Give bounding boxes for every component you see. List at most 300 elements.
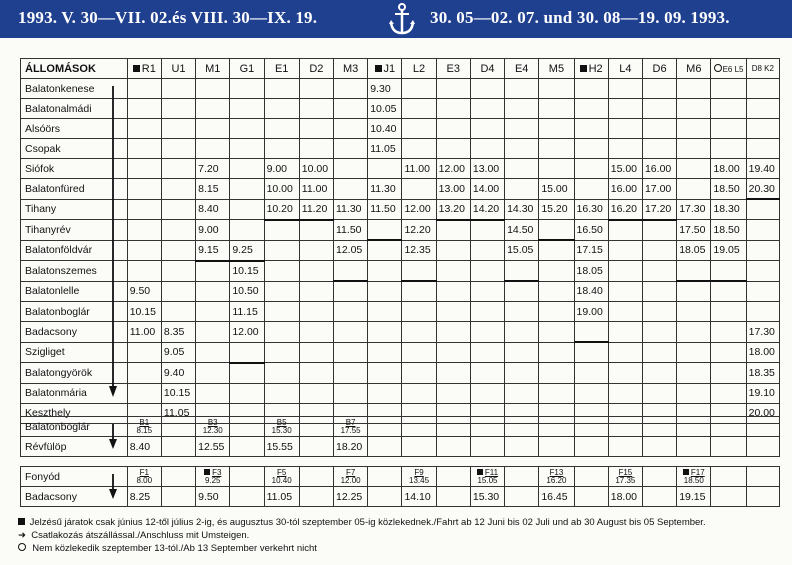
ferry-departure-cell: [161, 467, 195, 487]
ferry-arrival-cell: [402, 437, 436, 457]
departure-time-cell: [230, 159, 264, 179]
ferry-arrival-cell: 18.00: [608, 487, 642, 507]
departure-time-cell: [402, 99, 436, 119]
departure-time-cell: 10.50: [230, 281, 264, 302]
departure-time-cell: 18.05: [574, 261, 608, 282]
ferry-arrival-cell: [368, 437, 402, 457]
departure-time-cell: [402, 119, 436, 139]
note-square: Jelzésű járatok csak június 12-től július 2-ig, és augusztus 30-tól szeptember 05-ig közlekednek./Fahrt ab 12 Juni bis 02 Juli und ab 30 August bis 05 September.: [18, 516, 706, 529]
departure-time-cell: [299, 220, 333, 241]
route-column-header: U1: [161, 59, 195, 79]
departure-time-cell: [230, 119, 264, 139]
departure-time-cell: [436, 342, 470, 363]
ferry-arrival-cell: 8.25: [127, 487, 161, 507]
departure-time-cell: [230, 342, 264, 363]
station-name: Balatongyörök: [21, 363, 128, 384]
departure-time-cell: [299, 342, 333, 363]
departure-time-cell: [368, 342, 402, 363]
ferry-departure-cell: [711, 417, 746, 437]
departure-time-cell: [505, 363, 539, 384]
departure-time-cell: 12.05: [334, 240, 368, 261]
departure-time-cell: 16.30: [574, 199, 608, 220]
ferry-arrival-cell: [230, 487, 264, 507]
departure-time-cell: [746, 99, 779, 119]
departure-time-cell: [608, 363, 642, 384]
departure-time-cell: [334, 342, 368, 363]
departure-time-cell: [264, 240, 299, 261]
departure-time-cell: [505, 79, 539, 99]
departure-time-cell: [127, 79, 161, 99]
departure-time-cell: [574, 363, 608, 384]
departure-time-cell: 16.50: [574, 220, 608, 241]
transfer-arrow-icon: ➜: [18, 530, 26, 541]
departure-time-cell: 12.00: [230, 322, 264, 343]
departure-time-cell: [505, 281, 539, 302]
departure-time-cell: 16.00: [642, 159, 676, 179]
route-column-header: M6: [677, 59, 711, 79]
departure-time-cell: 10.15: [161, 383, 195, 403]
departure-time-cell: [711, 363, 746, 384]
departure-time-cell: [539, 119, 574, 139]
departure-time-cell: [711, 281, 746, 302]
departure-time-cell: [334, 322, 368, 343]
departure-time-cell: [470, 281, 504, 302]
square-marker-icon: [580, 65, 587, 72]
departure-time-cell: 10.40: [368, 119, 402, 139]
departure-time-cell: 19.40: [746, 159, 779, 179]
departure-time-cell: 17.30: [746, 322, 779, 343]
departure-time-cell: [127, 363, 161, 384]
ferry-departure-cell: F17 18.50: [677, 467, 711, 487]
departure-time-cell: 12.35: [402, 240, 436, 261]
departure-time-cell: [574, 99, 608, 119]
square-marker-icon: [204, 469, 210, 475]
departure-time-cell: [402, 342, 436, 363]
ferry-departure-cell: B3 12.30: [196, 417, 230, 437]
departure-time-cell: [470, 383, 504, 403]
departure-time-cell: [230, 363, 264, 384]
departure-time-cell: [677, 79, 711, 99]
departure-time-cell: [196, 119, 230, 139]
station-name: Tihanyrév: [21, 220, 128, 241]
departure-time-cell: [642, 383, 676, 403]
departure-time-cell: [677, 383, 711, 403]
departure-time-cell: 18.00: [711, 159, 746, 179]
departure-time-cell: [505, 159, 539, 179]
departure-time-cell: 16.20: [608, 199, 642, 220]
departure-time-cell: 14.00: [470, 179, 504, 200]
departure-time-cell: [402, 179, 436, 200]
departure-time-cell: [677, 322, 711, 343]
departure-time-cell: 9.50: [127, 281, 161, 302]
anchor-icon: [388, 2, 416, 36]
ferry-departure-cell: [230, 467, 264, 487]
ferry-departure-cell: F7 12.00: [334, 467, 368, 487]
ferry-departure-cell: [642, 467, 676, 487]
departure-time-cell: [161, 79, 195, 99]
departure-time-cell: [711, 342, 746, 363]
ferry-departure-cell: [436, 417, 470, 437]
ferry2-down-arrow-icon: [108, 474, 118, 500]
departure-time-cell: [299, 322, 333, 343]
station-name: Siófok: [21, 159, 128, 179]
departure-time-cell: [230, 220, 264, 241]
departure-time-cell: 11.05: [161, 403, 195, 423]
ferry-arrival-cell: [608, 437, 642, 457]
departure-time-cell: 14.30: [505, 199, 539, 220]
departure-time-cell: [539, 139, 574, 159]
ferry-arrival-cell: [711, 437, 746, 457]
departure-time-cell: [299, 363, 333, 384]
departure-time-cell: [127, 179, 161, 200]
ferry-arrival-cell: 19.15: [677, 487, 711, 507]
departure-time-cell: [574, 159, 608, 179]
departure-time-cell: [539, 240, 574, 261]
route-column-header: J1: [368, 59, 402, 79]
departure-time-cell: [436, 139, 470, 159]
ferry-departure-cell: [505, 417, 539, 437]
departure-time-cell: [539, 342, 574, 363]
station-column-header: ÁLLOMÁSOK: [21, 59, 128, 79]
departure-time-cell: 17.30: [677, 199, 711, 220]
departure-time-cell: 11.00: [402, 159, 436, 179]
departure-time-cell: [436, 79, 470, 99]
departure-time-cell: 17.20: [642, 199, 676, 220]
ferry-arrival-cell: [368, 487, 402, 507]
departure-time-cell: 11.00: [299, 179, 333, 200]
departure-time-cell: [161, 261, 195, 282]
departure-time-cell: [402, 363, 436, 384]
departure-time-cell: [505, 139, 539, 159]
direction-down-arrow-icon: [108, 86, 118, 398]
departure-time-cell: [368, 159, 402, 179]
departure-time-cell: 8.35: [161, 322, 195, 343]
ferry-from-station: Balatonboglár: [21, 417, 128, 437]
departure-time-cell: [574, 322, 608, 343]
departure-time-cell: [539, 383, 574, 403]
departure-time-cell: [642, 302, 676, 322]
ferry-departure-cell: [746, 467, 779, 487]
departure-time-cell: [127, 139, 161, 159]
ferry-departure-cell: [574, 417, 608, 437]
route-column-header: D8 K2: [746, 59, 779, 79]
departure-time-cell: [402, 261, 436, 282]
departure-time-cell: [711, 322, 746, 343]
route-column-header: M1: [196, 59, 230, 79]
departure-time-cell: [711, 302, 746, 322]
square-marker-icon: [18, 518, 25, 525]
departure-time-cell: [264, 363, 299, 384]
ferry-departure-cell: [505, 467, 539, 487]
departure-time-cell: [642, 99, 676, 119]
ferry-departure-cell: [574, 467, 608, 487]
ferry-arrival-cell: [230, 437, 264, 457]
departure-time-cell: [161, 240, 195, 261]
departure-time-cell: [711, 79, 746, 99]
departure-time-cell: [230, 99, 264, 119]
note-arrow: ➜ Csatlakozás átszállással./Anschluss mit Umsteigen.: [18, 530, 250, 541]
ferry-table-badacsony: [20, 466, 780, 507]
departure-time-cell: [746, 240, 779, 261]
departure-time-cell: [334, 281, 368, 302]
departure-time-cell: [746, 261, 779, 282]
departure-time-cell: 11.50: [334, 220, 368, 241]
route-column-header: G1: [230, 59, 264, 79]
footnotes: [18, 516, 706, 555]
departure-time-cell: [642, 261, 676, 282]
departure-time-cell: [161, 281, 195, 302]
ferry-arrival-cell: [299, 487, 333, 507]
ferry-departure-cell: [711, 467, 746, 487]
departure-time-cell: [334, 383, 368, 403]
departure-time-cell: 11.20: [299, 199, 333, 220]
departure-time-cell: 9.00: [264, 159, 299, 179]
departure-time-cell: [161, 139, 195, 159]
departure-time-cell: [436, 220, 470, 241]
ferry-arrival-cell: [642, 437, 676, 457]
departure-time-cell: 12.00: [402, 199, 436, 220]
departure-time-cell: [127, 383, 161, 403]
departure-time-cell: [677, 99, 711, 119]
main-timetable: [20, 58, 780, 424]
ferry-departure-cell: F15 17.35: [608, 467, 642, 487]
ferry-arrival-cell: 9.50: [196, 487, 230, 507]
departure-time-cell: [539, 363, 574, 384]
departure-time-cell: [127, 342, 161, 363]
departure-time-cell: [608, 342, 642, 363]
departure-time-cell: [608, 281, 642, 302]
departure-time-cell: 11.30: [334, 199, 368, 220]
departure-time-cell: [402, 139, 436, 159]
departure-time-cell: [574, 383, 608, 403]
ferry-arrival-cell: 14.10: [402, 487, 436, 507]
departure-time-cell: [677, 261, 711, 282]
departure-time-cell: [746, 220, 779, 241]
departure-time-cell: [368, 240, 402, 261]
departure-time-cell: [299, 261, 333, 282]
departure-time-cell: 13.20: [436, 199, 470, 220]
ferry-arrival-cell: [574, 487, 608, 507]
ferry-arrival-cell: [711, 487, 746, 507]
ferry-to-station: Badacsony: [21, 487, 128, 507]
departure-time-cell: [334, 99, 368, 119]
departure-time-cell: 10.15: [127, 302, 161, 322]
departure-time-cell: 16.00: [608, 179, 642, 200]
departure-time-cell: [608, 99, 642, 119]
station-name: Balatonlelle: [21, 281, 128, 302]
ferry-arrival-cell: [161, 487, 195, 507]
departure-time-cell: [368, 363, 402, 384]
departure-time-cell: [161, 220, 195, 241]
ferry-departure-cell: [402, 417, 436, 437]
departure-time-cell: [264, 261, 299, 282]
departure-time-cell: 9.25: [230, 240, 264, 261]
departure-time-cell: 10.15: [230, 261, 264, 282]
departure-time-cell: [505, 261, 539, 282]
departure-time-cell: 14.50: [505, 220, 539, 241]
departure-time-cell: [402, 302, 436, 322]
departure-time-cell: [539, 302, 574, 322]
departure-time-cell: [505, 342, 539, 363]
departure-time-cell: [470, 363, 504, 384]
ferry-arrival-cell: [539, 437, 574, 457]
ferry-departure-cell: [230, 417, 264, 437]
departure-time-cell: 19.05: [711, 240, 746, 261]
route-column-header: D6: [642, 59, 676, 79]
square-marker-icon: [133, 65, 140, 72]
ferry-arrival-cell: [505, 437, 539, 457]
departure-time-cell: [264, 119, 299, 139]
departure-time-cell: [436, 281, 470, 302]
ferry-arrival-cell: [746, 487, 779, 507]
departure-time-cell: 18.50: [711, 220, 746, 241]
square-marker-icon: [683, 469, 689, 475]
ferry-departure-cell: [746, 417, 779, 437]
departure-time-cell: [230, 383, 264, 403]
departure-time-cell: [196, 79, 230, 99]
ferry-arrival-cell: [161, 437, 195, 457]
departure-time-cell: [127, 159, 161, 179]
departure-time-cell: [711, 261, 746, 282]
departure-time-cell: 12.00: [436, 159, 470, 179]
departure-time-cell: [264, 342, 299, 363]
ferry-arrival-cell: [436, 487, 470, 507]
departure-time-cell: [505, 99, 539, 119]
ferry-departure-cell: B1 8.15: [127, 417, 161, 437]
departure-time-cell: 11.15: [230, 302, 264, 322]
departure-time-cell: [264, 383, 299, 403]
departure-time-cell: [368, 281, 402, 302]
route-column-header: E1: [264, 59, 299, 79]
departure-time-cell: 10.00: [264, 179, 299, 200]
ferry-arrival-cell: [505, 487, 539, 507]
departure-time-cell: 17.00: [642, 179, 676, 200]
route-column-header: L2: [402, 59, 436, 79]
departure-time-cell: [161, 99, 195, 119]
departure-time-cell: [334, 159, 368, 179]
departure-time-cell: [264, 139, 299, 159]
departure-time-cell: [539, 281, 574, 302]
ferry-departure-cell: [299, 467, 333, 487]
departure-time-cell: [299, 302, 333, 322]
departure-time-cell: [161, 159, 195, 179]
ferry-departure-cell: [436, 467, 470, 487]
departure-time-cell: [539, 99, 574, 119]
departure-time-cell: [539, 261, 574, 282]
station-name: Badacsony: [21, 322, 128, 343]
departure-time-cell: 13.00: [436, 179, 470, 200]
departure-time-cell: [436, 302, 470, 322]
departure-time-cell: [539, 159, 574, 179]
route-column-header: M5: [539, 59, 574, 79]
departure-time-cell: [677, 159, 711, 179]
departure-time-cell: [436, 99, 470, 119]
departure-time-cell: [436, 119, 470, 139]
departure-time-cell: 18.35: [746, 363, 779, 384]
departure-time-cell: [642, 220, 676, 241]
departure-time-cell: 12.20: [402, 220, 436, 241]
departure-time-cell: 18.05: [677, 240, 711, 261]
departure-time-cell: 11.50: [368, 199, 402, 220]
ferry-departure-cell: [539, 417, 574, 437]
departure-time-cell: [470, 119, 504, 139]
departure-time-cell: 18.40: [574, 281, 608, 302]
departure-time-cell: [574, 79, 608, 99]
departure-time-cell: [230, 139, 264, 159]
departure-time-cell: [470, 139, 504, 159]
ferry-arrival-cell: 8.40: [127, 437, 161, 457]
departure-time-cell: [264, 220, 299, 241]
station-name: Balatonboglár: [21, 302, 128, 322]
ferry-departure-cell: B5 15.30: [264, 417, 299, 437]
departure-time-cell: 15.00: [539, 179, 574, 200]
departure-time-cell: [196, 261, 230, 282]
ferry-arrival-cell: [470, 437, 504, 457]
departure-time-cell: [642, 240, 676, 261]
ferry1-down-arrow-icon: [108, 424, 118, 450]
header-dates-de: 30. 05—02. 07. und 30. 08—19. 09. 1993.: [430, 8, 730, 27]
departure-time-cell: [334, 79, 368, 99]
route-column-header: E6 L5: [711, 59, 746, 79]
departure-time-cell: [608, 139, 642, 159]
departure-time-cell: [264, 281, 299, 302]
departure-time-cell: [334, 119, 368, 139]
departure-time-cell: [677, 139, 711, 159]
departure-time-cell: 17.50: [677, 220, 711, 241]
departure-time-cell: [299, 99, 333, 119]
departure-time-cell: [436, 363, 470, 384]
header-banner: [0, 0, 792, 38]
departure-time-cell: 10.20: [264, 199, 299, 220]
departure-time-cell: [746, 199, 779, 220]
departure-time-cell: [505, 383, 539, 403]
departure-time-cell: [677, 363, 711, 384]
departure-time-cell: [470, 342, 504, 363]
departure-time-cell: [368, 261, 402, 282]
departure-time-cell: [470, 261, 504, 282]
departure-time-cell: [608, 261, 642, 282]
departure-time-cell: [505, 302, 539, 322]
station-name: Balatonkenese: [21, 79, 128, 99]
departure-time-cell: [196, 139, 230, 159]
route-column-header: H2: [574, 59, 608, 79]
departure-time-cell: [677, 302, 711, 322]
departure-time-cell: 19.10: [746, 383, 779, 403]
departure-time-cell: [230, 79, 264, 99]
departure-time-cell: [677, 119, 711, 139]
departure-time-cell: [470, 322, 504, 343]
departure-time-cell: [642, 281, 676, 302]
departure-time-cell: [746, 302, 779, 322]
departure-time-cell: [368, 322, 402, 343]
departure-time-cell: [608, 322, 642, 343]
departure-time-cell: [127, 119, 161, 139]
departure-time-cell: [642, 139, 676, 159]
departure-time-cell: [161, 199, 195, 220]
ferry-departure-cell: F9 13.45: [402, 467, 436, 487]
departure-time-cell: [470, 220, 504, 241]
ferry-arrival-cell: 16.45: [539, 487, 574, 507]
departure-time-cell: [574, 119, 608, 139]
station-name: Keszthely: [21, 403, 128, 423]
departure-time-cell: [574, 179, 608, 200]
station-name: Csopak: [21, 139, 128, 159]
departure-time-cell: [608, 383, 642, 403]
square-marker-icon: [375, 65, 382, 72]
ferry-departure-cell: F1 8.00: [127, 467, 161, 487]
departure-time-cell: [299, 383, 333, 403]
departure-time-cell: 9.00: [196, 220, 230, 241]
